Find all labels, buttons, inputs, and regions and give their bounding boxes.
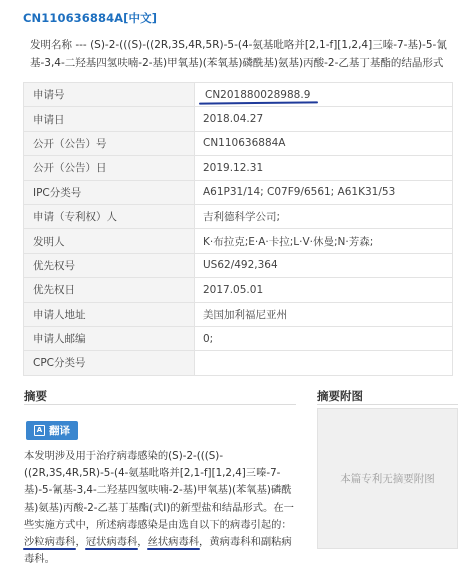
- highlight-coronaviridae: 冠状病毒科: [85, 536, 138, 549]
- row-label: 公开（公告）号: [24, 131, 195, 155]
- table-row: [24, 278, 453, 302]
- row-value: CN110636884A: [195, 131, 453, 155]
- table-row: [24, 131, 453, 155]
- translate-label: 翻译: [49, 425, 70, 437]
- figure-heading: 摘要附图: [317, 389, 363, 403]
- row-value: K·布拉克;E·A·卡拉;L·V·休曼;N·芳森;: [195, 229, 453, 253]
- row-label: 申请人邮编: [24, 326, 195, 350]
- abstract-sep: ，: [137, 536, 148, 549]
- table-row: [24, 229, 453, 253]
- figure-placeholder-text: 本篇专利无摘要附图: [340, 473, 435, 485]
- row-value: A61P31/14; C07F9/6561; A61K31/53: [195, 180, 453, 204]
- table-row: [24, 253, 453, 277]
- invention-title-text: (S)-2-(((S)-((2R,3S,4R,5R)-5-(4-氨基吡咯并[2,1-f][1,2,4]三嗪-7-基)-5-氰基-3,4-二羟基四氢呋喃-2-基)甲氧基)(苯氧基)磷酰基)氨基)丙酸-2-乙基丁基酯的结晶形式: [30, 39, 447, 69]
- row-label: CPC分类号: [24, 351, 195, 375]
- row-value: 2019.12.31: [195, 156, 453, 180]
- abstract-text: [24, 448, 296, 568]
- table-row: [24, 204, 453, 228]
- table-row: [24, 351, 453, 375]
- abstract-figure-placeholder: [317, 408, 458, 549]
- table-row: [24, 302, 453, 326]
- invention-label: 发明名称 ---: [30, 39, 87, 51]
- row-value: 2018.04.27: [195, 107, 453, 131]
- table-row: [24, 83, 453, 107]
- row-label: 优先权日: [24, 278, 195, 302]
- translate-icon: A: [34, 425, 45, 436]
- row-value: 0;: [195, 326, 453, 350]
- row-label: 申请号: [24, 83, 195, 107]
- row-value: [195, 351, 453, 375]
- patent-number-link[interactable]: CN110636884A[中文]: [23, 11, 158, 25]
- table-row: [24, 326, 453, 350]
- figure-divider: [317, 404, 458, 405]
- row-label: IPC分类号: [24, 180, 195, 204]
- invention-title: [30, 36, 460, 72]
- row-value: 吉利德科学公司;: [195, 204, 453, 228]
- row-value: 2017.05.01: [195, 278, 453, 302]
- translate-button[interactable]: [26, 421, 78, 440]
- highlight-filoviridae: 丝状病毒科: [147, 536, 200, 549]
- highlight-arenaviridae: 沙粒病毒科: [24, 536, 76, 549]
- row-label: 申请人地址: [24, 302, 195, 326]
- table-row: [24, 156, 453, 180]
- abstract-sep: ，: [75, 536, 86, 549]
- row-label: 公开（公告）日: [24, 156, 195, 180]
- row-label: 申请（专利权）人: [24, 204, 195, 228]
- abstract-text-before: 本发明涉及用于治疗病毒感染的(S)-2-(((S)-((2R,3S,4R,5R)-5-(4-氨基吡咯并[2,1-f][1,2,4]三嗪-7-基)-5-氰基-3,4-二羟基四氢呋喃-2-基)甲氧基)(苯氧基)磷酰基)氨基)丙酸-2-乙基丁基酯(式I)的新型盐和结晶形式。在一些实施方式中，所述病毒感染是由选自以下的病毒引起的：: [24, 450, 294, 531]
- row-value: US62/492,364: [195, 253, 453, 277]
- abstract-divider: [24, 404, 296, 405]
- row-value: [195, 83, 453, 107]
- abstract-heading: 摘要: [24, 389, 47, 403]
- patent-info-table: [23, 82, 453, 376]
- row-label: 发明人: [24, 229, 195, 253]
- row-value: 美国加利福尼亚州: [195, 302, 453, 326]
- table-row: [24, 107, 453, 131]
- table-row: [24, 180, 453, 204]
- abstract-text-after: ，黄病毒科和副粘病毒科。: [24, 536, 292, 566]
- application-number: CN201880028988.9: [205, 88, 311, 101]
- row-label: 申请日: [24, 107, 195, 131]
- row-label: 优先权号: [24, 253, 195, 277]
